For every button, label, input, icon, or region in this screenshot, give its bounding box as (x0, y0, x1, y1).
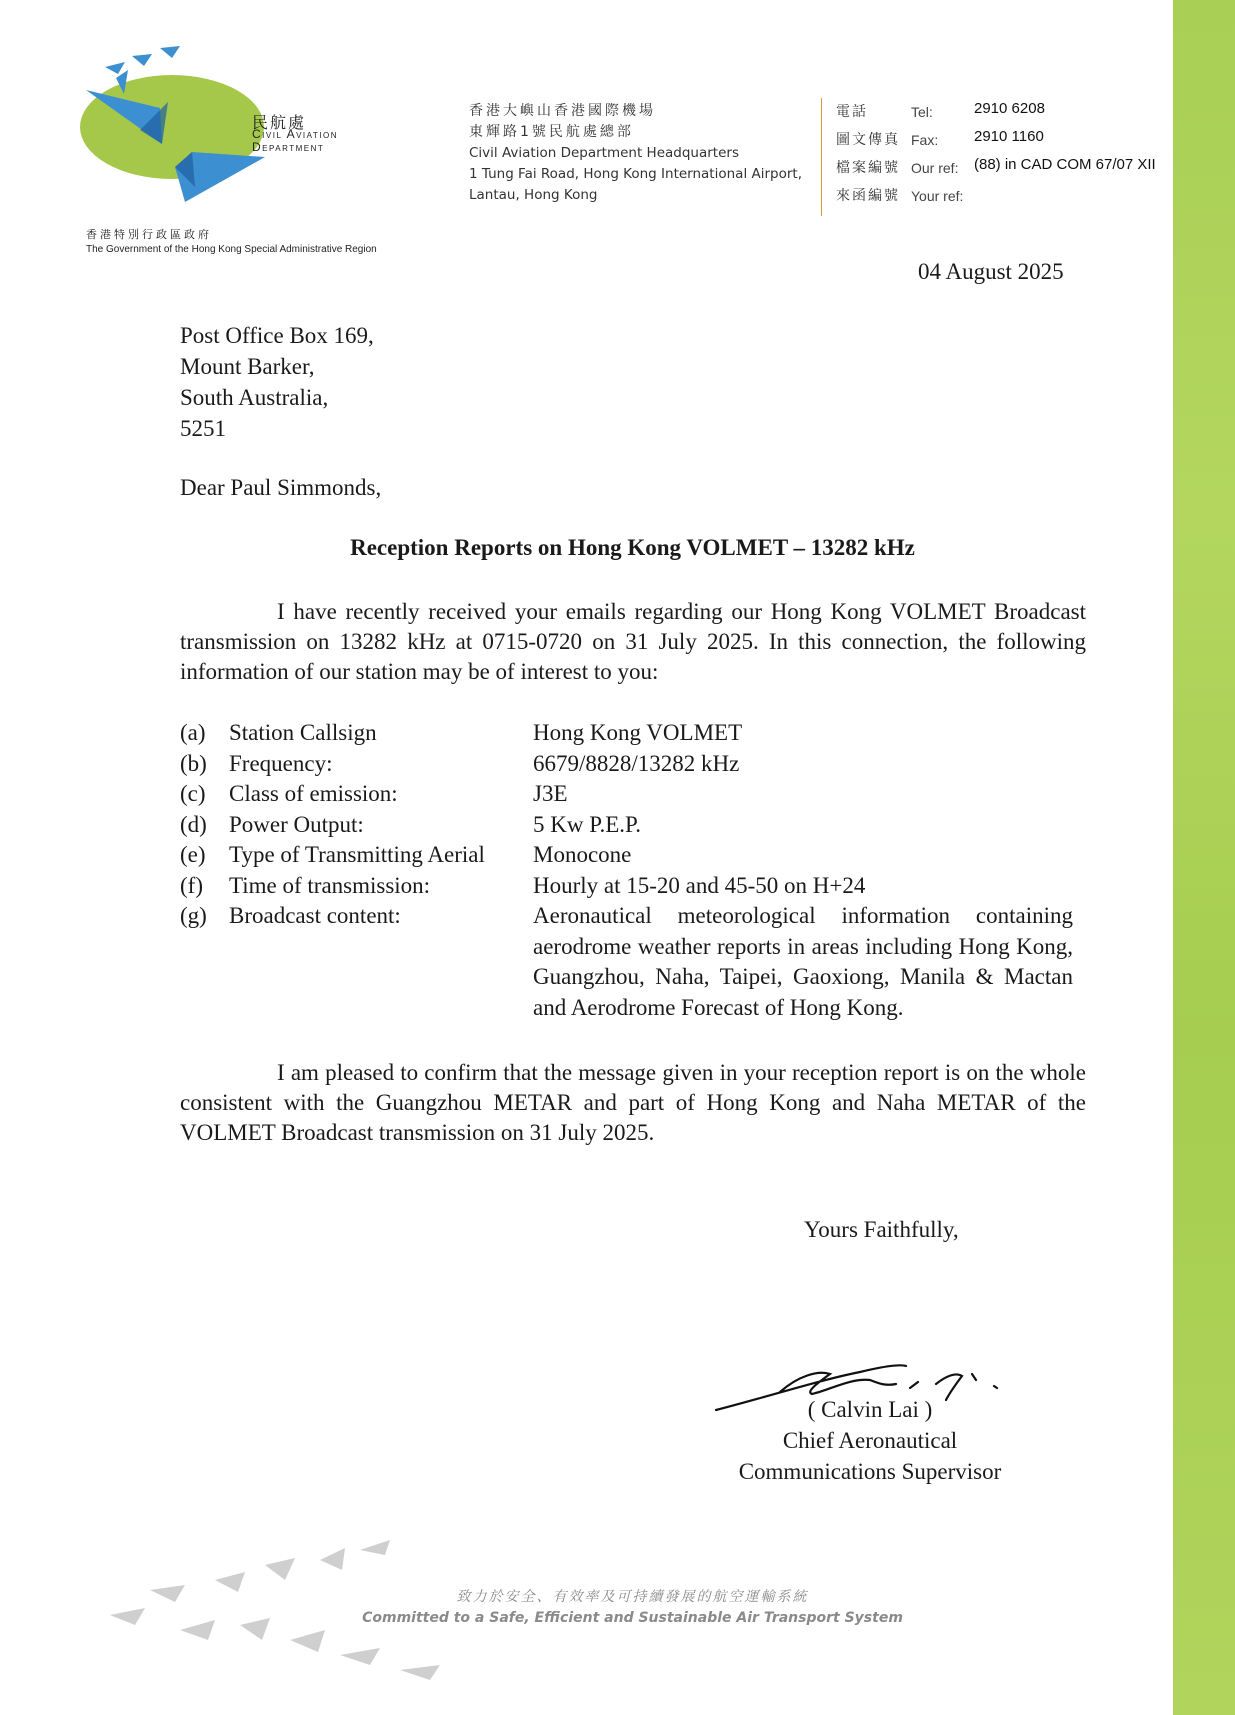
signer-name: ( Calvin Lai ) (807, 1397, 933, 1422)
gov-name-zh: 香港特別行政區政府 (86, 228, 212, 241)
list-item: (e) Type of Transmitting Aerial Monocone (180, 842, 632, 867)
header-divider (821, 98, 822, 216)
gov-name-en: The Government of the Hong Kong Special Administrative Region (86, 244, 377, 255)
signer-title: Chief Aeronautical (782, 1428, 958, 1453)
signature-block (720, 1394, 1020, 1487)
hq-address: 香港大嶼山香港國際機場 東輝路1號民航處總部 Civil Aviation Department Headquarters 1 Tung Fai Road, Hong Kong International Airport, Lantau, Hong Kong (469, 103, 802, 203)
letter-subject: Reception Reports on Hong Kong VOLMET – 13282 kHz (350, 535, 915, 560)
list-item: (f) Time of transmission: Hourly at 15-20 and 45-50 on H+24 (180, 872, 866, 898)
paragraph-intro: I have recently received your emails regarding our Hong Kong VOLMET Broadcast transmission on 13282 kHz at 0715-0720 on 31 July 2025. In this connection, the following information of our station may be of interest to you: (180, 599, 1086, 684)
paragraph-confirmation: I am pleased to confirm that the message given in your reception report is on the whole consistent with the Guangzhou METAR and part of Hong Kong and Naha METAR of the VOLMET Broadcast transmission on 31 July 2025. (180, 1060, 1086, 1145)
list-item: (c) Class of emission: J3E (180, 781, 568, 806)
letter-date: 04 August 2025 (918, 259, 1064, 284)
station-info-list (180, 718, 1090, 1023)
list-item: (d) Power Output: 5 Kw P.E.P. (180, 811, 642, 837)
signer-title: Communications Supervisor (738, 1459, 1002, 1484)
green-side-band (1173, 0, 1235, 1715)
dept-name-en: Civil Aviation Department (252, 127, 338, 154)
footer-motto-en: Committed to a Safe, Efficient and Sustainable Air Transport System (362, 1610, 903, 1626)
list-item: (b) Frequency: 6679/8828/13282 kHz (180, 750, 740, 776)
addressee-block: Post Office Box 169, Mount Barker, South Australia, 5251 (180, 323, 374, 441)
salutation: Dear Paul Simmonds, (180, 475, 382, 500)
list-item: (g) Broadcast content: Aeronautical meteorological information containing aerodrome weather reports in areas including Hong Kong, Guangzhou, Naha, Taipei, Gaoxiong, Manila & Mactan and Aerodrome Forecast of Hong Kong. (180, 903, 1073, 1020)
dept-name-zh: 民航處 (252, 113, 307, 132)
list-item: (a) Station Callsign Hong Kong VOLMET (180, 720, 743, 745)
closing: Yours Faithfully, (804, 1217, 959, 1242)
footer-motto-zh: 致力於安全、有效率及可持續發展的航空運輸系統 (456, 1589, 809, 1605)
